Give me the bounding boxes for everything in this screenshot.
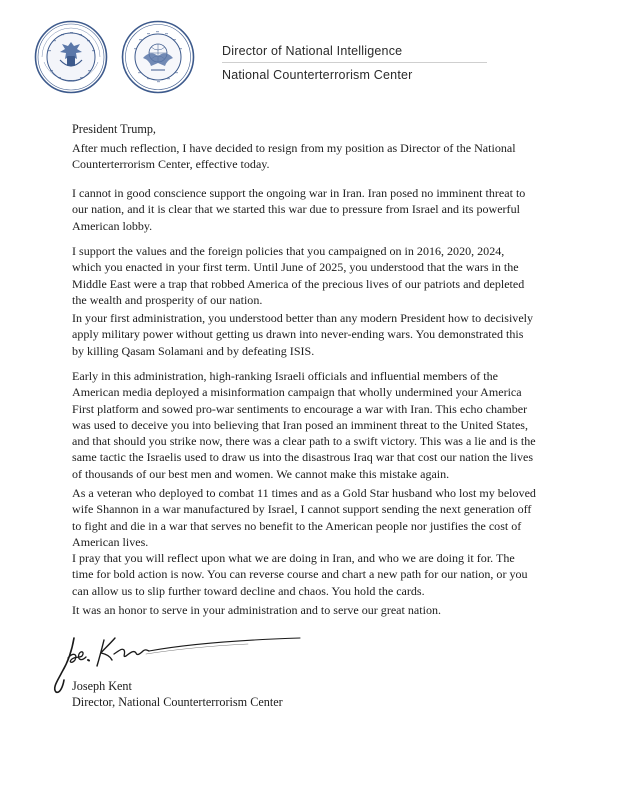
nctc-seal-icon (121, 20, 195, 94)
signatory-title: Director, National Counterterrorism Center (72, 695, 283, 709)
letterhead-agency: Director of National Intelligence (222, 44, 403, 58)
paragraph-1: After much reflection, I have decided to resign from my position as Director of the National Counterterrorism Center, effective today. (72, 141, 516, 172)
paragraph-5: Early in this administration, high-ranking Israeli officials and influential members of the American media deployed a misinformation campaign that wholly undermined your America First platform and sowed pro-war sentiments to encourage a war with Iran. This echo chamber was used to deceive you into believing that Iran posed an imminent threat to the United States, and that should you strike now, there was a clear path to a swift victory. This was a lie and is the same tactic the Israelis used to draw us into the disastrous Iraq war that cost our nation the lives of thousands of our best men and women. We cannot make this mistake again. (72, 369, 536, 481)
paragraph-8: It was an honor to serve in your administration and to serve our great nation. (72, 603, 442, 617)
paragraph-4: In your first administration, you understood better than any modern President how to decisively apply military power without getting us drawn into never-ending wars. You demonstrated this by killing Qasam Solamani and by defeating ISIS. (72, 311, 534, 358)
signatory-name: Joseph Kent (72, 679, 132, 693)
paragraph-7: I pray that you will reflect upon what we are doing in Iran, and who we are doing it for. The time for bold action is now. You can reverse course and chart a new path for our nation, or you can allow us to slip further toward decline and chaos. You hold the cards. (72, 551, 528, 598)
letterhead-center: National Counterterrorism Center (222, 68, 413, 82)
salutation: President Trump, (72, 122, 156, 136)
letterhead (222, 44, 492, 82)
paragraph-6: As a veteran who deployed to combat 11 times and as a Gold Star husband who lost my beloved wife Shannon in a war manufactured by Israel, I cannot support sending the next generation off to fight and die in a war that serves no benefit to the American people nor justifies the cost of American lives. (72, 486, 536, 549)
paragraph-3: I support the values and the foreign policies that you campaigned on in 2016, 2020, 2024, which you enacted in your first term. Until June of 2025, you understood that the wars in the Middle East were a trap that robbed America of the precious lives of our patriots and depleted the wealth and prosperity of our nation. (72, 244, 525, 307)
letterhead-divider (222, 62, 487, 63)
odni-seal-icon (34, 20, 108, 94)
paragraph-2: I cannot in good conscience support the ongoing war in Iran. Iran posed no imminent threat to our nation, and it is clear that we started this war due to pressure from Israel and its powerful American lobby. (72, 186, 526, 233)
